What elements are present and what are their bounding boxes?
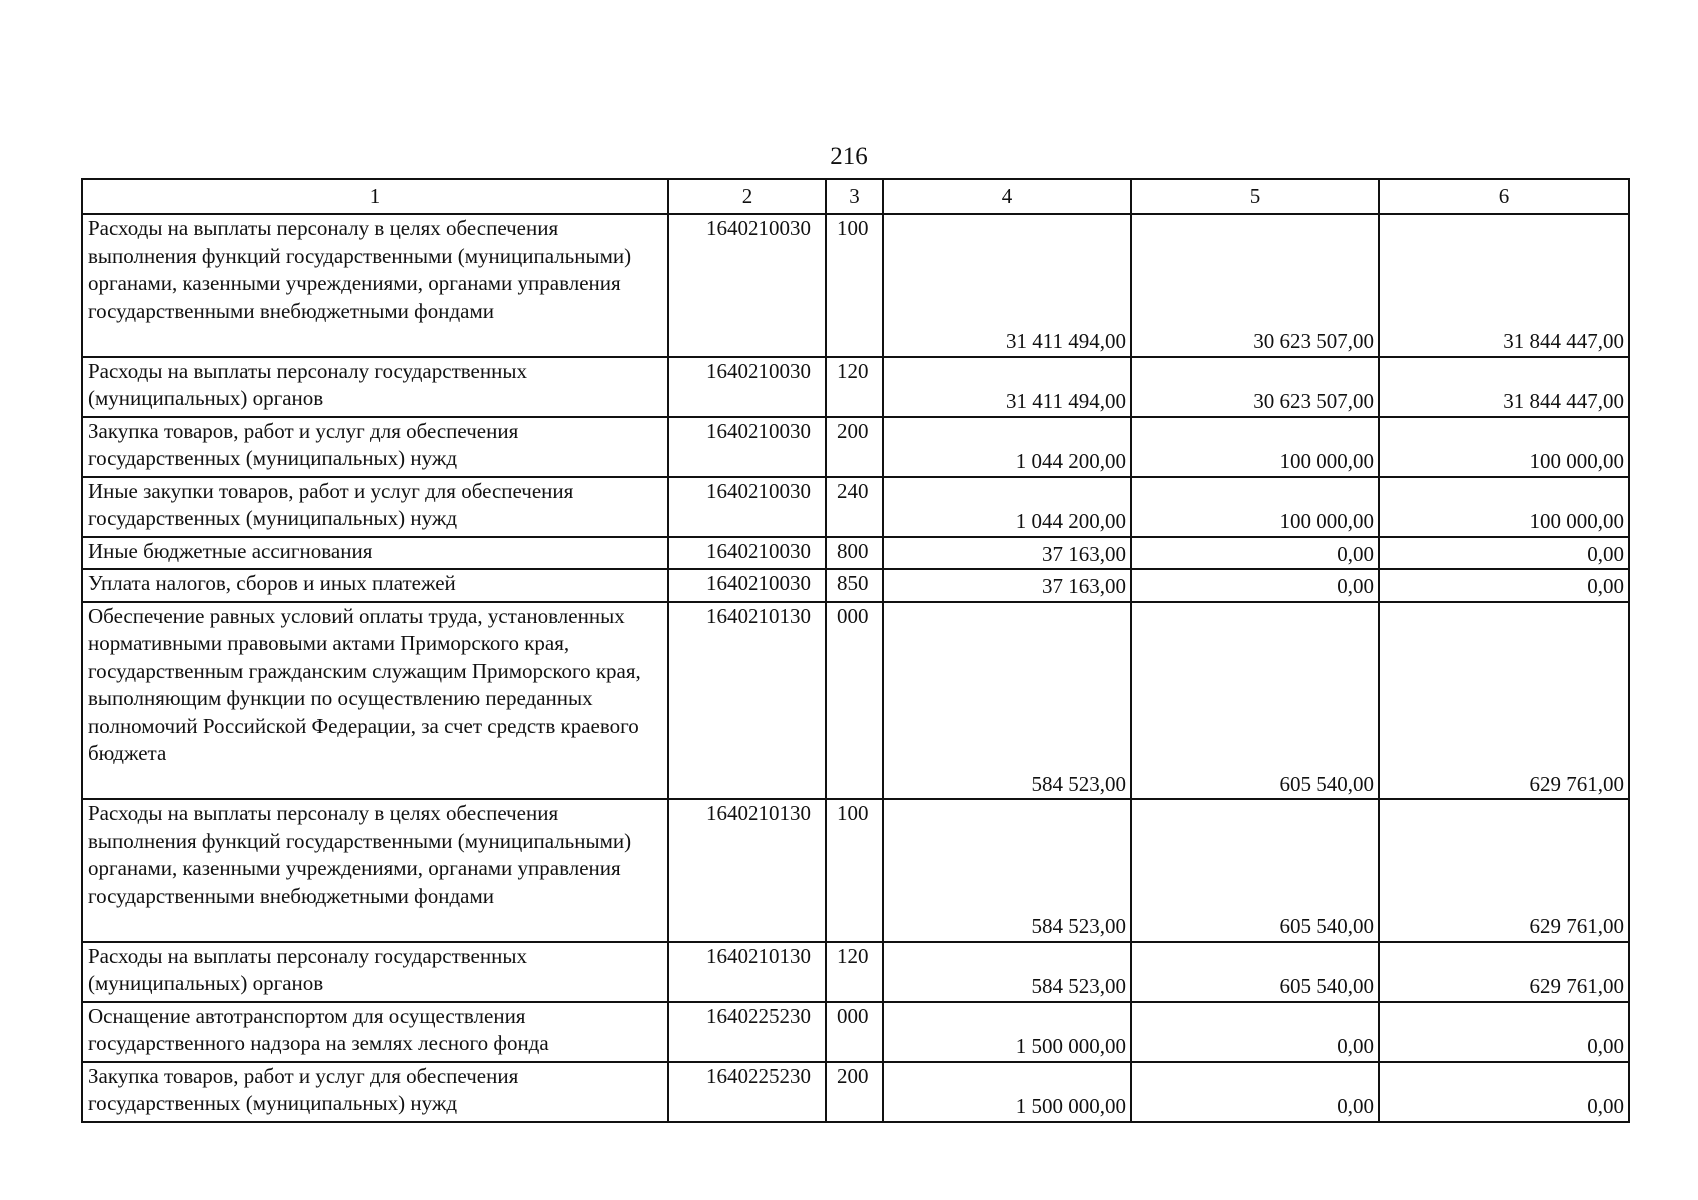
amount-col5-cell: 0,00	[1131, 569, 1379, 602]
amount-col5-cell: 30 623 507,00	[1131, 214, 1379, 357]
target-article-cell: 1640210130	[668, 942, 826, 1002]
amount-col4-cell: 31 411 494,00	[883, 357, 1131, 417]
amount-col6-cell: 629 761,00	[1379, 942, 1629, 1002]
target-article-cell: 1640210030	[668, 214, 826, 357]
amount-col6-cell: 0,00	[1379, 1062, 1629, 1122]
target-article-cell: 1640210030	[668, 417, 826, 477]
expense-type-cell: 200	[826, 1062, 883, 1122]
budget-table	[81, 178, 1630, 1123]
target-article-cell: 1640210030	[668, 477, 826, 537]
amount-col5-cell: 605 540,00	[1131, 942, 1379, 1002]
amount-col4-cell: 584 523,00	[883, 799, 1131, 942]
target-article-cell: 1640225230	[668, 1062, 826, 1122]
amount-col5-cell: 0,00	[1131, 537, 1379, 570]
target-article-cell: 1640210030	[668, 569, 826, 602]
table-row	[82, 602, 1629, 800]
expense-type-cell: 800	[826, 537, 883, 570]
page-number: 216	[830, 143, 868, 170]
expense-name-cell: Уплата налогов, сборов и иных платежей	[82, 569, 668, 602]
amount-col4-cell: 31 411 494,00	[883, 214, 1131, 357]
table-row	[82, 1062, 1629, 1122]
expense-type-cell: 120	[826, 357, 883, 417]
header-cell: 4	[883, 179, 1131, 214]
header-cell: 3	[826, 179, 883, 214]
expense-name-cell: Расходы на выплаты персоналу в целях обеспечения выполнения функций государственными (муниципальными) органами, казенными учреждениями, органами управления государственными внебюджетными фондами	[82, 214, 668, 357]
expense-name-cell: Расходы на выплаты персоналу в целях обеспечения выполнения функций государственными (муниципальными) органами, казенными учреждениями, органами управления государственными внебюджетными фондами	[82, 799, 668, 942]
expense-name-cell: Расходы на выплаты персоналу государственных (муниципальных) органов	[82, 942, 668, 1002]
table-row	[82, 942, 1629, 1002]
expense-name-cell: Иные бюджетные ассигнования	[82, 537, 668, 570]
expense-name-cell: Закупка товаров, работ и услуг для обеспечения государственных (муниципальных) нужд	[82, 1062, 668, 1122]
expense-type-cell: 000	[826, 1002, 883, 1062]
amount-col6-cell: 100 000,00	[1379, 477, 1629, 537]
amount-col5-cell: 0,00	[1131, 1002, 1379, 1062]
expense-type-cell: 850	[826, 569, 883, 602]
amount-col6-cell: 31 844 447,00	[1379, 357, 1629, 417]
amount-col6-cell: 0,00	[1379, 569, 1629, 602]
expense-type-cell: 100	[826, 799, 883, 942]
amount-col4-cell: 37 163,00	[883, 569, 1131, 602]
table-row	[82, 477, 1629, 537]
amount-col6-cell: 0,00	[1379, 1002, 1629, 1062]
amount-col4-cell: 1 500 000,00	[883, 1002, 1131, 1062]
expense-name-cell: Обеспечение равных условий оплаты труда, установленных нормативными правовыми актами Приморского края, государственным гражданским служащим Приморского края, выполняющим функции по осуществлению переданных полномочий Российской Федерации, за счет средств краевого бюджета	[82, 602, 668, 800]
expense-name-cell: Оснащение автотранспортом для осуществления государственного надзора на землях лесного фонда	[82, 1002, 668, 1062]
header-cell: 6	[1379, 179, 1629, 214]
expense-type-cell: 200	[826, 417, 883, 477]
target-article-cell: 1640210130	[668, 799, 826, 942]
expense-name-cell: Иные закупки товаров, работ и услуг для обеспечения государственных (муниципальных) нужд	[82, 477, 668, 537]
amount-col5-cell: 0,00	[1131, 1062, 1379, 1122]
header-cell: 2	[668, 179, 826, 214]
table-row	[82, 799, 1629, 942]
table-row	[82, 1002, 1629, 1062]
header-row	[82, 179, 1629, 214]
expense-name-cell: Закупка товаров, работ и услуг для обеспечения государственных (муниципальных) нужд	[82, 417, 668, 477]
amount-col5-cell: 605 540,00	[1131, 799, 1379, 942]
expense-name-cell: Расходы на выплаты персоналу государственных (муниципальных) органов	[82, 357, 668, 417]
amount-col6-cell: 629 761,00	[1379, 602, 1629, 800]
table-row	[82, 537, 1629, 570]
table-row	[82, 417, 1629, 477]
amount-col4-cell: 584 523,00	[883, 942, 1131, 1002]
amount-col5-cell: 100 000,00	[1131, 417, 1379, 477]
expense-type-cell: 120	[826, 942, 883, 1002]
table-row	[82, 214, 1629, 357]
expense-type-cell: 000	[826, 602, 883, 800]
expense-type-cell: 240	[826, 477, 883, 537]
amount-col6-cell: 100 000,00	[1379, 417, 1629, 477]
target-article-cell: 1640210030	[668, 357, 826, 417]
amount-col6-cell: 0,00	[1379, 537, 1629, 570]
target-article-cell: 1640225230	[668, 1002, 826, 1062]
target-article-cell: 1640210030	[668, 537, 826, 570]
table-row	[82, 357, 1629, 417]
expense-type-cell: 100	[826, 214, 883, 357]
amount-col4-cell: 584 523,00	[883, 602, 1131, 800]
amount-col4-cell: 1 500 000,00	[883, 1062, 1131, 1122]
amount-col4-cell: 1 044 200,00	[883, 477, 1131, 537]
amount-col5-cell: 605 540,00	[1131, 602, 1379, 800]
amount-col4-cell: 37 163,00	[883, 537, 1131, 570]
target-article-cell: 1640210130	[668, 602, 826, 800]
amount-col5-cell: 30 623 507,00	[1131, 357, 1379, 417]
amount-col6-cell: 31 844 447,00	[1379, 214, 1629, 357]
amount-col6-cell: 629 761,00	[1379, 799, 1629, 942]
header-cell: 5	[1131, 179, 1379, 214]
amount-col5-cell: 100 000,00	[1131, 477, 1379, 537]
header-cell: 1	[82, 179, 668, 214]
table-row	[82, 569, 1629, 602]
amount-col4-cell: 1 044 200,00	[883, 417, 1131, 477]
